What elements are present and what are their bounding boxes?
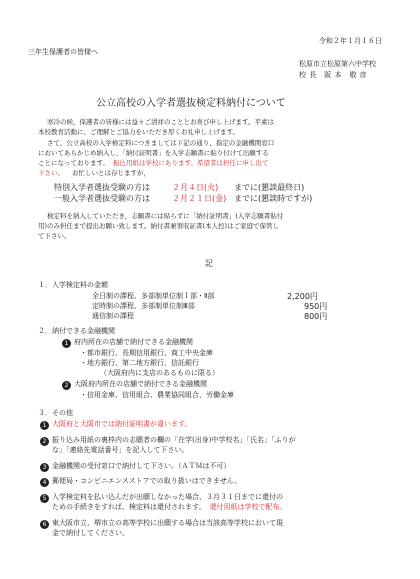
body-line	[38, 169, 150, 177]
body-line: 寒冷の候，保護者の皆様には益々ご清祥のこととお喜び申し上げます。平素は	[47, 118, 274, 126]
fee-row	[92, 312, 342, 321]
deadline-label: 特別入学者選抜受験の方は	[54, 183, 150, 192]
deadline-suffix: までに(懇談最終日)	[234, 183, 305, 192]
fee-row	[92, 302, 342, 311]
note-text: 東大阪市立、堺市立の高等学校に出願する場合は当該高等学校において現	[52, 519, 283, 527]
note-item	[40, 420, 191, 430]
body-line	[38, 159, 268, 167]
deadline-suffix: までに(懇談時ですが)	[234, 194, 313, 203]
bank-item: （大阪府内に支店のあるものに限る）	[100, 369, 219, 377]
circled-number: 3	[40, 463, 49, 472]
body-line: 検定料を納入していただき，志願書には貼らずに「納付証明書」(入学志願書貼付	[47, 212, 284, 220]
note-item	[40, 493, 283, 503]
bank-item: ・都市銀行、長期信用銀行、商工中央金庫	[80, 349, 213, 357]
note-text: 金で納付してください。	[52, 529, 129, 537]
body-line: 本校教育活動に、ご理解とご協力をいただき厚くお礼申し上げます。	[38, 128, 239, 136]
fee-row	[92, 292, 342, 301]
notice-red-text: 下さい。	[38, 169, 64, 177]
deadline-date: ２月２１日(金)	[172, 194, 227, 203]
fee-amount: 950円	[304, 302, 328, 311]
deadline-row	[54, 183, 304, 193]
section-3-heading: ３．その他	[38, 409, 73, 417]
body-line: て下さい。	[38, 232, 71, 240]
note-item	[40, 519, 283, 529]
note-line	[52, 503, 286, 512]
note-item	[40, 477, 241, 487]
bank-category-2	[62, 380, 207, 390]
section-2-heading: ２．納付できる金融機関	[38, 327, 115, 335]
note-text: ための手続きをすれば、検定料は還付されます。	[52, 503, 206, 511]
note-text: 振り込み用紙の裏枠内の志願者の欄の「在学(出身)中学校名」「氏名」「ふりが	[52, 436, 296, 444]
ki-marker: 記	[205, 259, 213, 268]
note-text-red: 大阪府と大阪市では納付証明書が違います。	[52, 420, 192, 428]
document-date: 令和２年１月１６日	[319, 37, 382, 45]
deadline-row	[54, 194, 312, 204]
fee-label: 全日制の課程、多部制単位制Ｉ部・Ⅱ部	[92, 292, 215, 300]
bank-item: ・地方銀行、第二地方銀行、信託銀行	[80, 359, 199, 367]
section-1-heading: １．入学検定料の金額	[38, 281, 108, 289]
circled-number: 1	[40, 421, 49, 430]
fee-label: 通信制の課程	[92, 312, 134, 320]
circled-number: 2	[40, 437, 49, 446]
fee-label: 定時制の課程、多部制単位制Ⅲ部	[92, 302, 195, 310]
deadline-date: ２月４日(火)	[172, 183, 219, 192]
circled-number: 1	[62, 339, 71, 348]
principal-name: 校 長 阪 本 敬 彦	[299, 71, 368, 79]
bank-category-label: 大阪府内所在の店舗で納付できる金融機関	[74, 380, 207, 388]
fee-amount: 2,200円	[287, 292, 318, 301]
body-line: においてあらかじめ納入し，「納付証明書」を入学志願書に貼り付けて出願する	[38, 149, 269, 157]
note-item	[40, 462, 231, 472]
circled-number: 2	[62, 381, 71, 390]
circled-number: 4	[40, 478, 49, 487]
addressee: 三年生保護者の皆様へ	[28, 48, 98, 56]
note-text: 金融機関の受付窓口で納付して下さい。（ＡＴＭは不可）	[52, 462, 231, 470]
circled-number: 6	[40, 520, 49, 529]
note-text: 郵便局・コンビニエンスストアでの取り扱いはできません。	[52, 477, 242, 485]
notice-red-text: 振込用紙は学校にあります。希望者は担任に申し出て	[112, 159, 269, 167]
note-text-red: 還付用紙は学校で配布。	[209, 503, 287, 511]
circled-number: 5	[40, 494, 49, 503]
body-text: ことになっております。	[38, 159, 109, 167]
bank-category-1	[62, 338, 193, 348]
bank-category-label: 府内所在の店舗で納付できる金融機関	[74, 338, 193, 346]
note-item	[40, 436, 295, 446]
note-text: 入学検定料を払い込んだが出願しなかった場合、３月３１日までに還付の	[52, 493, 283, 501]
bank-item: ・信用金庫、信用組合、農業協同組合、労働金庫	[80, 391, 234, 399]
note-text: な」「連絡先電話番号」を記入して下さい。	[52, 446, 189, 454]
deadline-label: 一般入学者選抜受験の方は	[54, 194, 150, 203]
fee-amount: 800円	[304, 312, 328, 321]
document-title: 公立高校の入学者選抜検定料納付について	[96, 98, 286, 109]
body-line: 用)のみ担任まで提出お願い致します。納付書兼領収証書(本人控)はご家庭で保管し	[38, 222, 280, 230]
body-text: お忙しいとは存じますが，	[72, 169, 150, 177]
school-name: 松原市立松原第六中学校	[299, 60, 376, 68]
body-line: さて，公立高校の入学検定料につきましては下記の通り、指定の金融機関窓口	[47, 139, 275, 147]
